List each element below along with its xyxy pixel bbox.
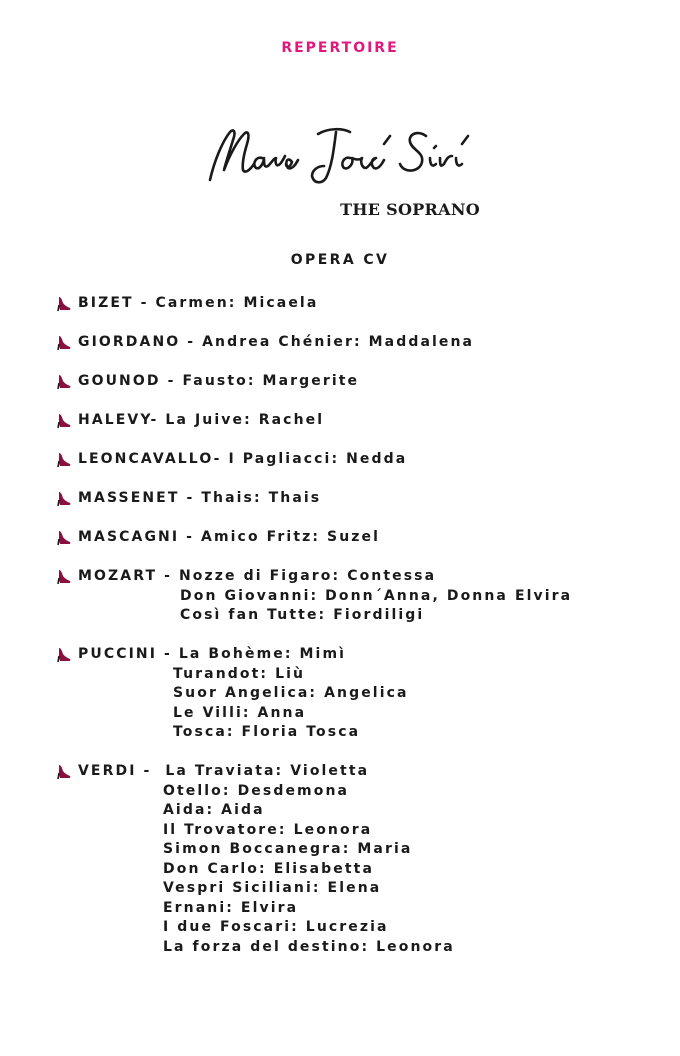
- role-line: I due Foscari: Lucrezia: [163, 919, 389, 935]
- section-title: OPERA CV: [290, 252, 390, 268]
- shoe-icon: [56, 374, 72, 390]
- composer-line: GOUNOD - Fausto: Margerite: [78, 373, 360, 389]
- composer-line: BIZET - Carmen: Micaela: [78, 295, 319, 311]
- page-header-label: REPERTOIRE: [281, 40, 399, 56]
- signature-logo: [200, 118, 480, 198]
- role-line: Ernani: Elvira: [163, 899, 299, 916]
- shoe-icon: [56, 569, 72, 585]
- role-line: Così fan Tutte: Fiordiligi: [180, 607, 425, 623]
- composer-line: LEONCAVALLO- I Pagliacci: Nedda: [78, 451, 408, 467]
- composer-line: GIORDANO - Andrea Chénier: Maddalena: [78, 334, 475, 350]
- shoe-icon: [56, 764, 72, 780]
- subtitle: THE SOPRANO: [340, 200, 480, 219]
- role-line: Il Trovatore: Leonora: [163, 821, 373, 838]
- shoe-icon: [56, 530, 72, 546]
- role-line: Otello: Desdemona: [163, 782, 350, 799]
- composer-line: MASSENET - Thais: Thais: [78, 490, 322, 506]
- role-line: Suor Angelica: Angelica: [173, 685, 409, 701]
- shoe-icon: [56, 452, 72, 468]
- composer-line: HALEVY- La Juive: Rachel: [78, 412, 325, 428]
- shoe-icon: [56, 647, 72, 663]
- shoe-icon: [56, 296, 72, 312]
- composer-line: PUCCINI - La Bohème: Mimì: [78, 646, 347, 662]
- role-line: Turandot: Liù: [173, 665, 306, 682]
- role-line: Vespri Siciliani: Elena: [163, 880, 382, 896]
- role-line: Aida: Aida: [163, 802, 265, 818]
- composer-line: MASCAGNI - Amico Fritz: Suzel: [78, 529, 381, 545]
- role-line: La forza del destino: Leonora: [163, 938, 455, 955]
- shoe-icon: [56, 335, 72, 351]
- role-line: Don Carlo: Elisabetta: [163, 860, 374, 877]
- role-line: Tosca: Floria Tosca: [173, 724, 361, 740]
- composer-line: MOZART - Nozze di Figaro: Contessa: [78, 568, 437, 584]
- role-line: Le Villi: Anna: [173, 704, 307, 721]
- shoe-icon: [56, 413, 72, 429]
- role-line: Simon Boccanegra: Maria: [163, 841, 413, 857]
- shoe-icon: [56, 491, 72, 507]
- role-line: Don Giovanni: Donn´Anna, Donna Elvira: [180, 587, 573, 604]
- composer-line: VERDI - La Traviata: Violetta: [78, 763, 370, 779]
